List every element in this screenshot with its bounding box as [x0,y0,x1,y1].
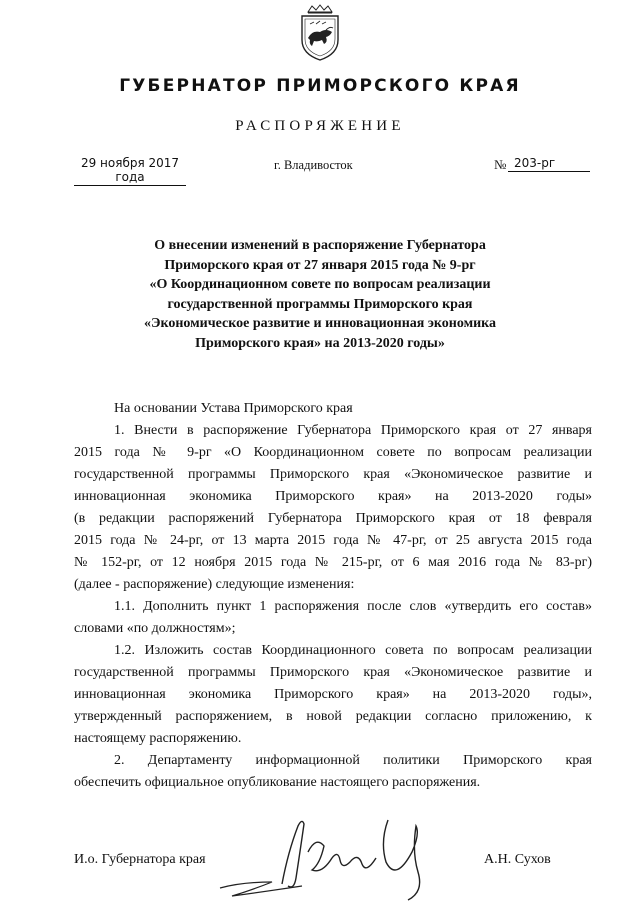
body-line: инновационная экономика Приморского края» на 2013-2020 годы» [74,489,592,504]
document-type: РАСПОРЯЖЕНИЕ [235,118,405,134]
body-line: № 152-рг, от 12 ноября 2015 года № 215-рг, от 6 мая 2016 года № 83-рг) [74,555,592,570]
body-line: обеспечить официальное опубликование настоящего распоряжения. [74,775,481,790]
authority-title: ГУБЕРНАТОР ПРИМОРСКОГО КРАЯ [119,76,521,96]
document-date: 29 ноября 2017 года [74,156,186,186]
body-line: На основании Устава Приморского края [114,401,353,416]
heading-line: Приморского края» на 2013-2020 годы» [195,335,445,351]
body-line: 1. Внести в распоряжение Губернатора Приморского края от 27 января [114,423,592,438]
heading-line: О внесении изменений в распоряжение Губернатора [154,238,486,253]
body-line: государственной программы Приморского края «Экономическое развитие и [74,467,592,482]
heading-line: Приморского края от 27 января 2015 года № 9-рг [164,257,476,273]
body-line: настоящему распоряжению. [74,731,242,746]
body-line: утвержденный распоряжением, в новой редакции согласно приложению, к [74,709,592,724]
body-line: (в редакции распоряжений Губернатора Приморского края от 18 февраля [74,511,592,526]
body-line: 1.2. Изложить состав Координационного совета по вопросам реализации [114,643,592,658]
heading-line: государственной программы Приморского края [167,296,473,312]
number-label: № [494,157,507,172]
document-body [74,398,592,794]
body-line: 1.1. Дополнить пункт 1 распоряжения после слов «утвердить его состав» [114,599,592,614]
body-line: словами «по должностям»; [74,621,236,636]
heading-line: «О Координационном совете по вопросам реализации [149,277,491,293]
body-line: государственной программы Приморского края «Экономическое развитие и [74,665,592,680]
body-line: 2015 года № 9-рг «О Координационном совете по вопросам реализации [74,445,592,460]
body-line: 2015 года № 24-рг, от 13 марта 2015 года № 47-рг, от 25 августа 2015 года [74,533,592,548]
document-heading [110,236,530,354]
body-line: 2. Департаменту информационной политики Приморского края [114,753,592,768]
document-city: г. Владивосток [274,158,353,172]
handwritten-signature-icon [212,812,452,902]
signatory-position: И.о. Губернатора края [74,852,206,867]
body-line: инновационная экономика Приморского края» на 2013-2020 годы», [74,687,592,702]
coat-of-arms-icon [296,4,344,62]
signatory-name: А.Н. Сухов [484,852,551,867]
document-number: 203-рг [508,156,590,172]
body-line: (далее - распоряжение) следующие изменения: [74,577,355,592]
heading-line: «Экономическое развитие и инновационная экономика [143,316,497,332]
